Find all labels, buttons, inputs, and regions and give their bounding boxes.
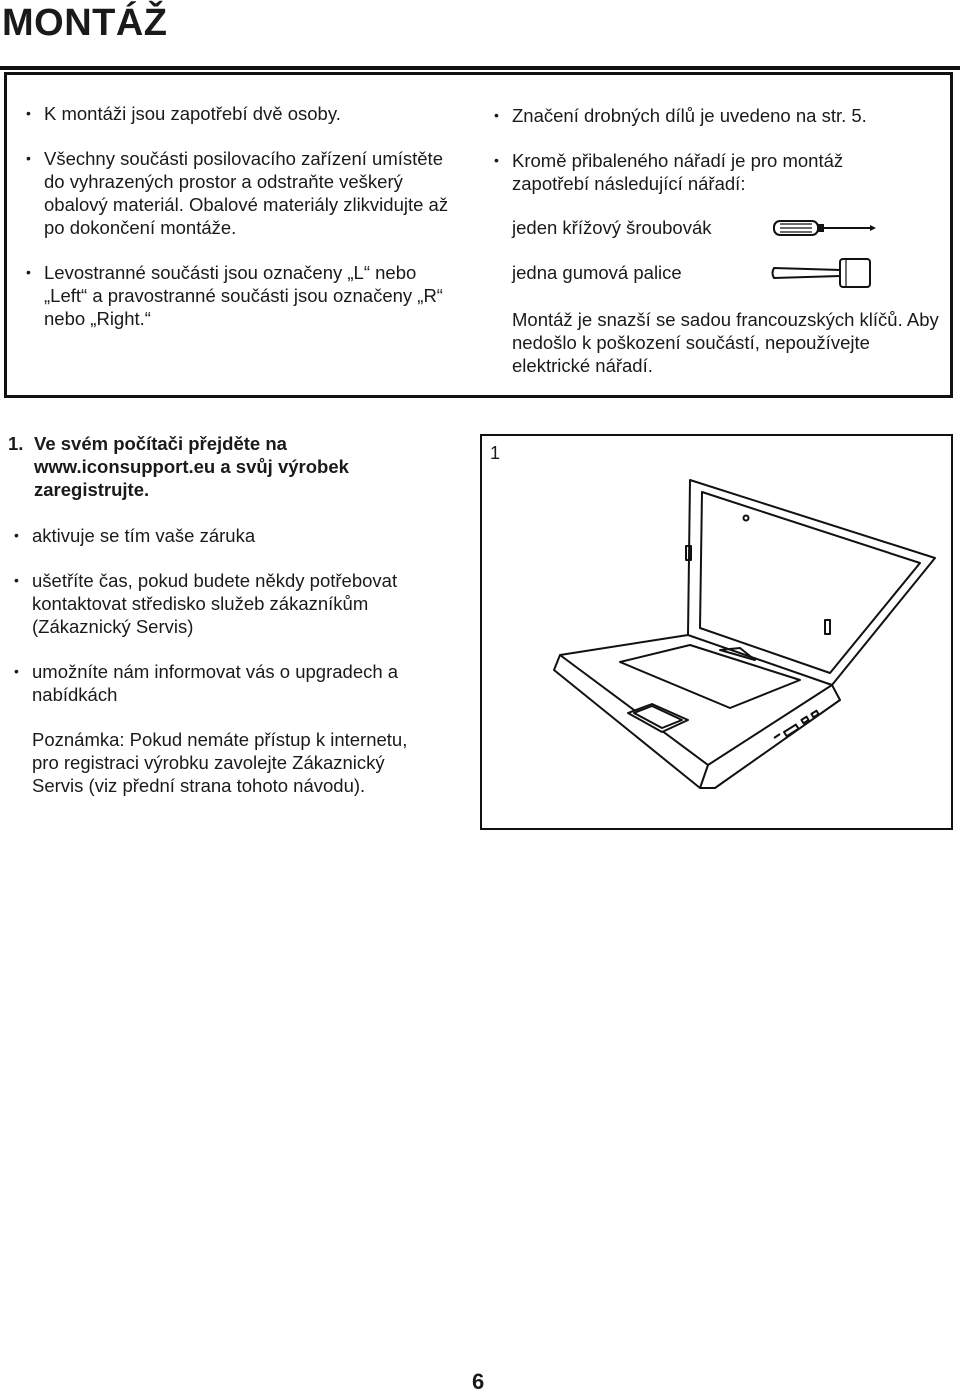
- screwdriver-icon: [770, 216, 880, 240]
- step-number: 1.: [8, 433, 24, 454]
- tool-mallet-label: jedna gumová palice: [512, 262, 682, 283]
- step-bullet-warranty: • aktivuje se tím vaše záruka: [14, 524, 452, 547]
- step-bullet-save-time: • ušetříte čas, pokud budete někdy potřebovat kontaktovat středisko služeb zákazníkům (Zákaznický Servis): [14, 569, 452, 638]
- intro-bullet-small-parts: • Značení drobných dílů je uvedeno na str. 5.: [494, 104, 944, 127]
- intro-note: Montáž je snazší se sadou francouzských klíčů. Aby nedošlo k poškození součástí, nepoužívejte elektrické nářadí.: [512, 309, 939, 376]
- intro-right-column: [494, 104, 944, 195]
- step-heading: Ve svém počítači přejděte na www.iconsupport.eu a svůj výrobek zaregistrujte.: [34, 433, 349, 500]
- step-1-details: [32, 524, 452, 797]
- tool-screwdriver-label: jeden křížový šroubovák: [512, 217, 712, 238]
- step-1: [8, 432, 448, 501]
- step-bullet-upgrades: • umožníte nám informovat vás o upgradech a nabídkách: [14, 660, 452, 706]
- title-rule: [0, 66, 960, 70]
- intro-bullet-packaging: • Všechny součásti posilovacího zařízení umístěte do vyhrazených prostor a odstraňte veškerý obalový materiál. Obalové materiály zlikvidujte až po dokončení montáže.: [26, 147, 464, 239]
- laptop-illustration: [540, 470, 940, 800]
- intro-bullet-tools: • Kromě přibaleného nářadí je pro montáž zapotřebí následující nářadí:: [494, 149, 892, 195]
- page-number: 6: [472, 1369, 485, 1394]
- intro-left-column: [26, 102, 466, 330]
- intro-bullet-left-right: • Levostranné součásti jsou označeny „L“ nebo „Left“ a pravostranné součásti jsou označeny „R“ nebo „Right.“: [26, 261, 464, 330]
- page-title: MONTÁŽ: [2, 2, 168, 44]
- figure-number: 1: [490, 443, 501, 463]
- intro-bullet-persons: • K montáži jsou zapotřebí dvě osoby.: [26, 102, 466, 125]
- step-note: Poznámka: Pokud nemáte přístup k internetu, pro registraci výrobku zavolejte Zákaznický Servis (viz přední strana tohoto návodu).: [32, 729, 408, 796]
- rubber-mallet-icon: [770, 256, 880, 290]
